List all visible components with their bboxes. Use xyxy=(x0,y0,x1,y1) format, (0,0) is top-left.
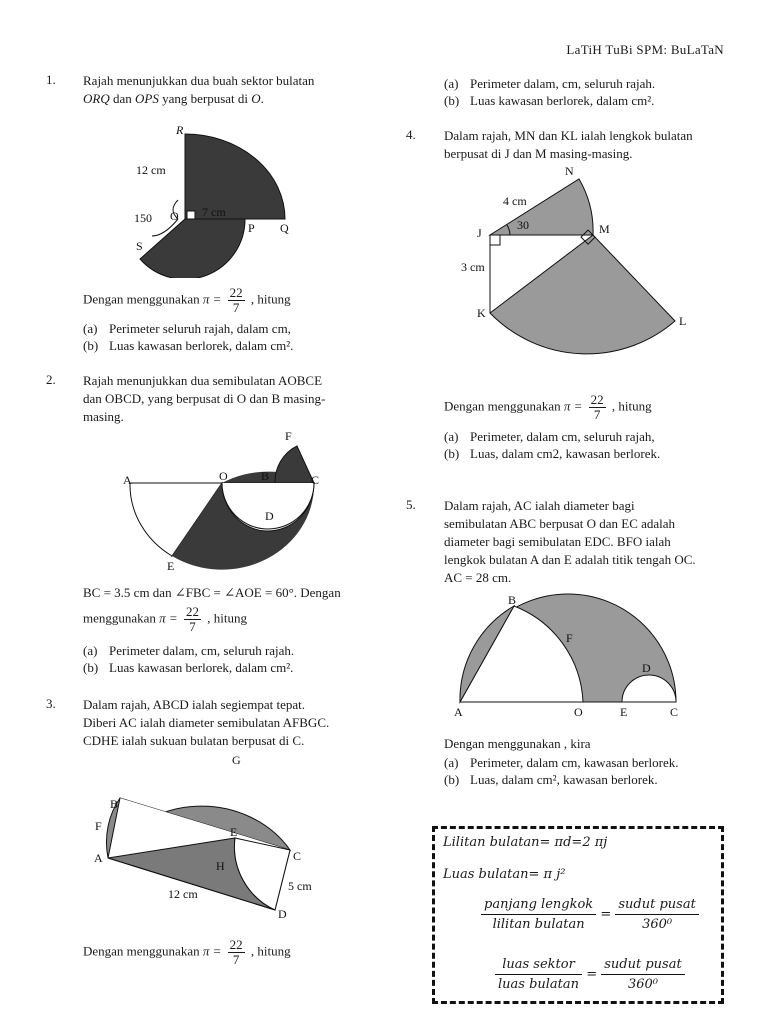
q2-part-a: (a) Perimeter dalam, cm, seluruh rajah. xyxy=(83,643,295,658)
q2-label-c: C xyxy=(311,473,320,487)
q1-text xyxy=(83,72,361,108)
q2-given: BC = 3.5 cm dan ∠FBC = ∠AOE = 60°. Dengan xyxy=(83,585,341,600)
q3-text: Dalam rajah, ABCD ialah segiempat tepat. Diberi AC ialah diameter semibulatan AFBGC. CDHE ialah sukuan bulatan berpusat di C. xyxy=(83,697,330,748)
formula-area: Luas bulatan= π j² xyxy=(443,867,566,882)
q4-label-n: N xyxy=(565,164,574,178)
q1-number: 1. xyxy=(46,72,56,87)
q5-part-a: (a) Perimeter, dalam cm, kawasan berlorek. xyxy=(444,755,679,770)
q2-part-b: (b) Luas kawasan berlorek, dalam cm². xyxy=(83,660,294,675)
q5-text: Dalam rajah, AC ialah diameter bagi semibulatan ABC berpusat O dan EC adalah diameter bagi semibulatan EDC. BFO ialah lengkok bulatan A dan E adalah titik tengah OC. AC = 28 cm. xyxy=(444,498,696,585)
q4-sector-mkl xyxy=(490,235,675,354)
q5-number: 5. xyxy=(406,497,416,512)
q4-label-4cm: 4 cm xyxy=(503,194,527,208)
formula-circumference: Lilitan bulatan= πd=2 πj xyxy=(443,835,608,850)
q1-label-150: 150 xyxy=(134,211,152,225)
q1-part-a: (a) Perimeter seluruh rajah, dalam cm, xyxy=(83,321,291,336)
q2-pi-line: menggunakan π = $\frac{22}{7}$ , hitung xyxy=(83,604,247,634)
q1-label-q: Q xyxy=(280,221,289,235)
q1-label-r: R xyxy=(176,123,184,137)
q3-label-c: C xyxy=(293,849,302,863)
q1-label-12cm: 12 cm xyxy=(136,163,166,177)
q1-intro-line2: ORQ dan OPS yang berpusat di O. xyxy=(83,91,264,106)
q1-label-p: P xyxy=(248,221,255,235)
q3-label-b: B xyxy=(110,797,119,811)
q2-label-d: D xyxy=(265,509,274,523)
q3-part-a: (a) Perimeter dalam, cm, seluruh rajah. xyxy=(444,76,656,91)
q3-label-f: F xyxy=(95,819,102,833)
q1-part-b: (b) Luas kawasan berlorek, dalam cm². xyxy=(83,338,294,353)
q4-pi-line: Dengan menggunakan π = $\frac{22}{7}$ , hitung xyxy=(444,392,652,422)
q5-label-d: D xyxy=(642,661,651,675)
q1-sector-orq xyxy=(185,134,285,219)
q3-label-5cm: 5 cm xyxy=(288,879,312,893)
q5-figure xyxy=(450,590,690,725)
q3-label-g: G xyxy=(232,753,241,767)
q3-label-d: D xyxy=(278,907,287,921)
q4-part-a: (a) Perimeter, dalam cm, seluruh rajah, xyxy=(444,429,655,444)
q4-label-k: K xyxy=(477,306,486,320)
q2-label-b: B xyxy=(261,469,270,483)
q5-label-o: O xyxy=(574,705,583,719)
q5-pi-line: Dengan menggunakan , kira xyxy=(444,736,591,751)
q3-label-a: A xyxy=(94,851,103,865)
formula-sector-ratio: luas sektor luas bulatan = sudut pusat 360⁰ xyxy=(495,957,685,992)
page-header-title: LaTiH TuBi SPM: BuLaTaN xyxy=(566,42,724,57)
q4-part-b: (b) Luas, dalam cm2, kawasan berlorek. xyxy=(444,446,661,461)
q4-label-30: 30 xyxy=(517,218,529,232)
q3-label-12cm: 12 cm xyxy=(168,887,198,901)
q5-label-e: E xyxy=(620,705,628,719)
q2-figure xyxy=(115,428,330,573)
q2-label-e: E xyxy=(167,559,175,573)
q3-label-h: H xyxy=(216,859,225,873)
q1-intro: Rajah menunjukkan dua buah sektor bulatan xyxy=(83,73,315,88)
q3-figure xyxy=(90,752,330,927)
q4-number: 4. xyxy=(406,127,416,142)
q5-label-c: C xyxy=(670,705,679,719)
q2-number: 2. xyxy=(46,372,56,387)
q4-text: Dalam rajah, MN dan KL ialah lengkok bulatan berpusat di J dan M masing-masing. xyxy=(444,128,693,161)
q1-sector-ops xyxy=(140,219,245,278)
q5-part-b: (b) Luas, dalam cm², kawasan berlorek. xyxy=(444,772,658,787)
formula-box xyxy=(432,826,724,1004)
q2-label-o: O xyxy=(219,469,228,483)
q3-number: 3. xyxy=(46,696,56,711)
q2-label-f: F xyxy=(285,429,292,443)
q4-label-3cm: 3 cm xyxy=(461,260,485,274)
q2-text: Rajah menunjukkan dua semibulatan AOBCE dan OBCD, yang berpusat di O dan B masing- masing. xyxy=(83,373,326,424)
q3-pi-line: Dengan menggunakan π = $\frac{22}{7}$ , hitung xyxy=(83,937,291,967)
q1-label-s: S xyxy=(136,239,143,253)
q1-label-7cm: 7 cm xyxy=(202,205,226,219)
q1-figure xyxy=(120,118,310,278)
formula-arc-ratio: panjang lengkok lilitan bulatan = sudut pusat 360⁰ xyxy=(481,897,699,932)
q4-figure xyxy=(455,163,700,368)
q1-pi-line: Dengan menggunakan π = $\frac{22}{7}$ , hitung xyxy=(83,285,291,315)
q4-label-m: M xyxy=(599,222,610,236)
q3-part-b: (b) Luas kawasan berlorek, dalam cm². xyxy=(444,93,655,108)
q4-label-j: J xyxy=(477,226,482,240)
q5-label-a: A xyxy=(454,705,463,719)
q4-label-l: L xyxy=(679,314,687,328)
q2-label-a: A xyxy=(123,473,132,487)
q1-label-o: O xyxy=(170,209,179,223)
q5-label-f: F xyxy=(566,631,573,645)
q3-label-e: E xyxy=(230,825,238,839)
q5-label-b: B xyxy=(508,593,517,607)
